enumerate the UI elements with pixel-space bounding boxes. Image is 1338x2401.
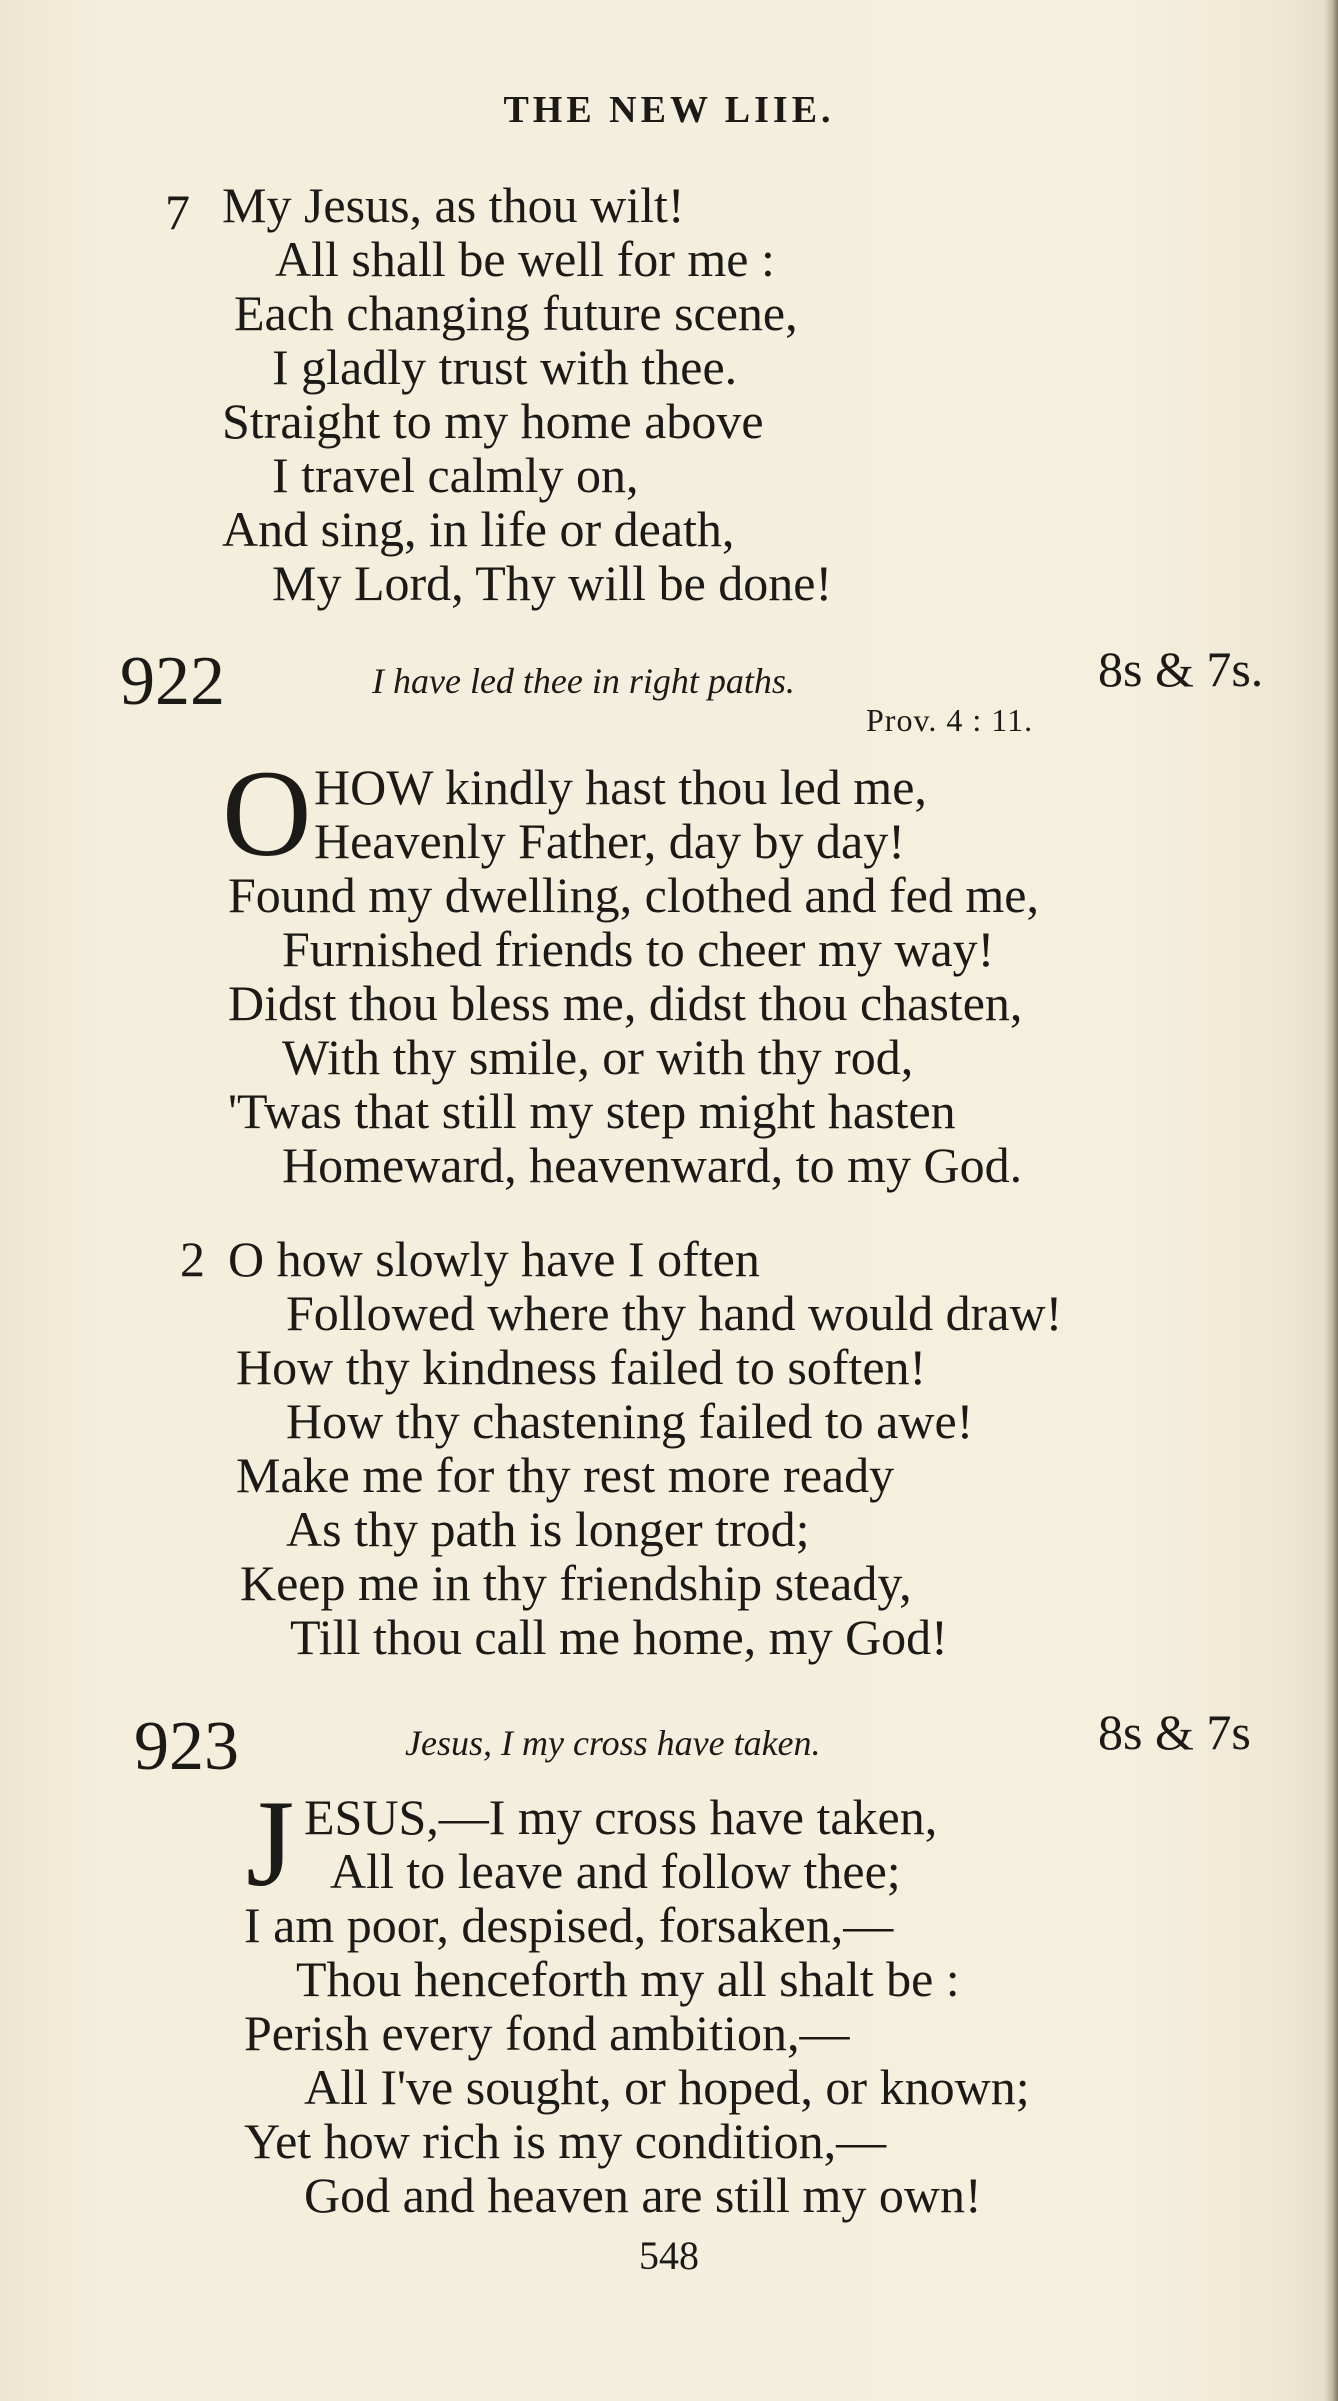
- verse-line: All I've sought, or hoped, or known;: [304, 2059, 1030, 2115]
- hymn-number: 923: [134, 1708, 239, 1785]
- verse-line: Found my dwelling, clothed and fed me,: [228, 867, 1039, 923]
- verse-line: How thy kindness failed to soften!: [236, 1339, 927, 1395]
- verse-line: Perish every fond ambition,—: [244, 2005, 850, 2061]
- page-number: 548: [639, 2233, 699, 2278]
- verse-line: Till thou call me home, my God!: [290, 1609, 948, 1665]
- verse-line: Heavenly Father, day by day!: [314, 813, 905, 869]
- verse-number: 2: [180, 1231, 205, 1287]
- verse-line: ESUS,—I my cross have taken,: [304, 1789, 938, 1845]
- verse-line: Homeward, heavenward, to my God.: [282, 1137, 1023, 1193]
- verse-line: Didst thou bless me, didst thou chasten,: [228, 975, 1023, 1031]
- verse-line: I am poor, despised, forsaken,—: [244, 1897, 894, 1953]
- verse-line: 'Twas that still my step might hasten: [228, 1083, 956, 1139]
- verse-line: Straight to my home above: [222, 393, 764, 449]
- verse-line: HOW kindly hast thou led me,: [314, 759, 927, 815]
- verse-line: As thy path is longer trod;: [286, 1501, 810, 1557]
- drop-cap: J: [246, 1775, 295, 1912]
- verse-line: Yet how rich is my condition,—: [244, 2113, 887, 2169]
- hymn-title: I have led thee in right paths.: [372, 661, 795, 701]
- hymn-meter: 8s & 7s.: [1098, 641, 1264, 697]
- verse-number: 7: [165, 184, 190, 240]
- verse-line: Keep me in thy friendship steady,: [240, 1555, 912, 1611]
- verse-line: God and heaven are still my own!: [304, 2167, 982, 2223]
- drop-cap: O: [222, 745, 312, 882]
- scripture-reference: Prov. 4 : 11.: [866, 702, 1034, 738]
- verse-line: All shall be well for me :: [275, 231, 775, 287]
- verse-line: Each changing future scene,: [234, 285, 798, 341]
- verse-line: I travel calmly on,: [272, 447, 639, 503]
- verse-line: All to leave and follow thee;: [330, 1843, 901, 1899]
- verse-line: With thy smile, or with thy rod,: [282, 1029, 914, 1085]
- verse-line: Thou henceforth my all shalt be :: [296, 1951, 960, 2007]
- hymn-number: 922: [120, 643, 225, 720]
- verse-line: O how slowly have I often: [228, 1231, 760, 1287]
- verse-line: How thy chastening failed to awe!: [286, 1393, 974, 1449]
- verse-line: And sing, in life or death,: [222, 501, 735, 557]
- verse-line: I gladly trust with thee.: [272, 339, 738, 395]
- hymn-title: Jesus, I my cross have taken.: [405, 1723, 821, 1763]
- verse-line: Furnished friends to cheer my way!: [282, 921, 995, 977]
- hymn-meter: 8s & 7s: [1098, 1704, 1251, 1760]
- verse-line: My Jesus, as thou wilt!: [222, 177, 685, 233]
- verse-line: Make me for thy rest more ready: [236, 1447, 895, 1503]
- verse-line: My Lord, Thy will be done!: [272, 555, 833, 611]
- page-edge-shadow: [1324, 0, 1338, 2401]
- running-head: THE NEW LIIE.: [503, 89, 835, 131]
- verse-line: Followed where thy hand would draw!: [286, 1285, 1063, 1341]
